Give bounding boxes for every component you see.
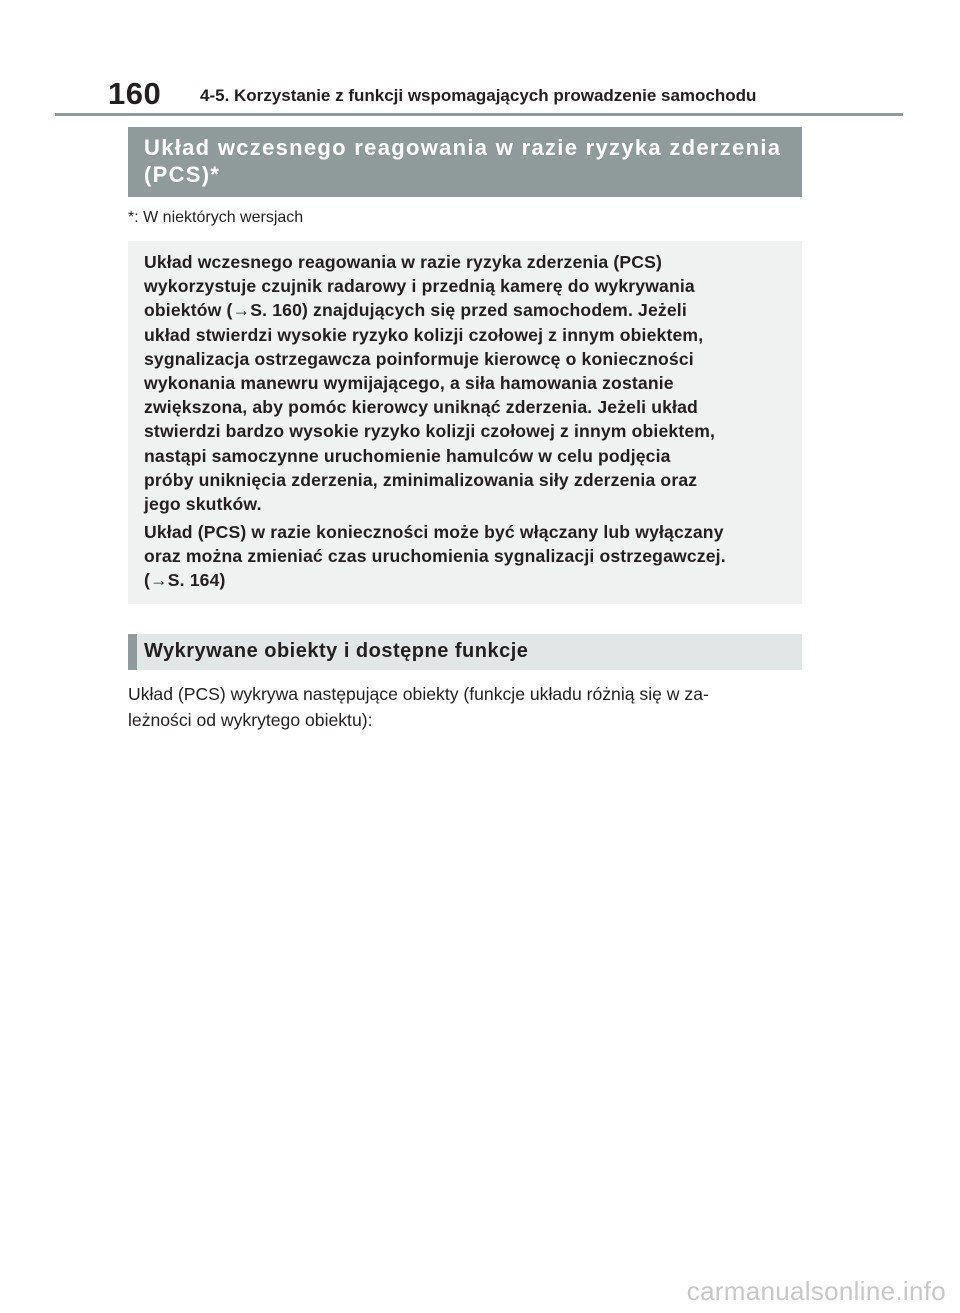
summary-line-prefix: obiektów ( [144,300,233,321]
body-line: Układ (PCS) wykrywa następujące obiekty (funkcje układu różnią się w za- [128,684,709,704]
page-reference-link[interactable]: S. 160) znajdujących się przed samochodem. Jeżeli [250,300,687,321]
summary-line: próby uniknięcia zderzenia, zminimalizowania siły zderzenia oraz [144,469,698,490]
section-title-line2: (PCS)* [144,162,221,187]
chapter-title: 4-5. Korzystanie z funkcji wspomagających prowadzenie samochodu [200,86,757,105]
body-paragraph [128,682,804,733]
arrow-icon: → [232,300,251,321]
summary-line: oraz można zmieniać czas uruchomienia sygnalizacji ostrzegawczej. [144,546,726,567]
summary-line: układ stwierdzi wysokie ryzyko kolizji czołowej z innym obiektem, [144,324,704,345]
page-reference-link[interactable]: S. 164) [167,570,226,591]
watermark: carmanualsonline.info [686,1276,946,1306]
section-banner [128,127,802,197]
section-title-line1: Układ wczesnego reagowania w razie ryzyka zderzenia [144,135,782,160]
summary-box [128,241,802,604]
section-title [144,134,802,188]
summary-line: stwierdzi bardzo wysokie ryzyko kolizji czołowej z innym obiektem, [144,421,716,442]
summary-paragraph-2 [144,520,799,593]
summary-line: wykonania manewru wymijającego, a siła hamowania zostanie [144,373,674,394]
arrow-icon: → [150,570,168,591]
summary-line: Układ wczesnego reagowania w razie ryzyka zderzenia (PCS) [144,252,662,272]
summary-line: Układ (PCS) w razie konieczności może być włączany lub wyłączany [144,522,724,542]
summary-line: nastąpi samoczynne uruchomienie hamulców w celu podjęcia [144,445,671,466]
summary-line: wykorzystuje czujnik radarowy i przednią kamerę do wykrywania [144,276,695,297]
subsection-accent-bar [128,634,137,670]
summary-line: sygnalizacja ostrzegawcza poinformuje kierowcę o konieczności [144,348,694,369]
body-line: leżności od wykrytego obiektu): [128,709,373,730]
summary-paragraph-1 [144,250,799,516]
subsection-heading [128,634,802,670]
header-rule [55,113,903,116]
footnote: *: W niektórych wersjach [128,209,304,226]
subsection-title: Wykrywane obiekty i dostępne funkcje [144,640,529,662]
page-number: 160 [108,76,162,111]
summary-line: zwiększona, aby pomóc kierowcy uniknąć zderzenia. Jeżeli układ [144,397,698,418]
summary-line-prefix: ( [144,570,151,591]
page-header [0,0,960,120]
summary-line: jego skutków. [144,494,262,515]
